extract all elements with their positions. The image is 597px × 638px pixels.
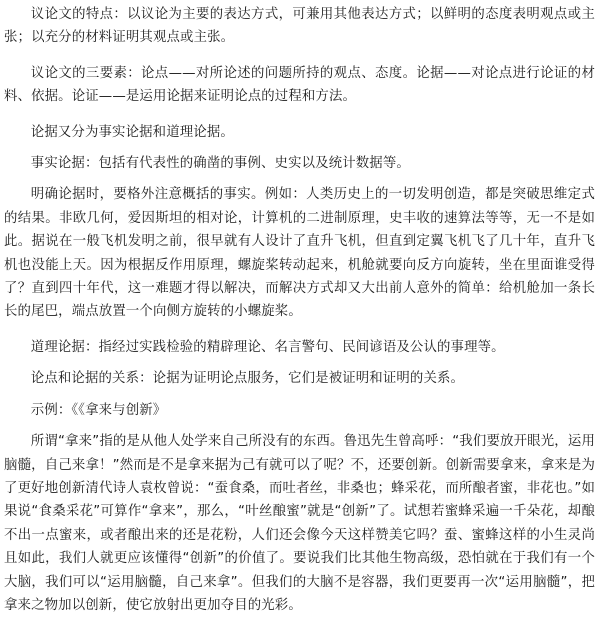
- paragraph-features: 议论文的特点：以议论为主要的表达方式，可兼用其他表达方式；以鲜明的态度表明观点或主张；以充分的材料证明其观点或主张。: [4, 7, 595, 46]
- paragraph-reasoning-evidence: 道理论据：指经过实践检验的精辟理论、名言警句、民间谚语及公认的事理等。: [30, 339, 505, 355]
- paragraph-three-elements: 议论文的三要素：论点——对所论述的问题所持的观点、态度。论据——对论点进行论证的材料、依据。论证——是运用论据来证明论点的过程和方法。: [4, 65, 595, 105]
- paragraph-example-inventions: 明确论据时，要格外注意概括的事实。例如：人类历史上的一切发明创造，都是突破思维定式的结果。非欧几何，爱因斯坦的相对论，计算机的二进制原理，史丰收的速算法等等，无一不是如此。据说在一般飞机发明之前，很早就有人设计了直升飞机，但直到定翼飞机飞了几十年，直升飞机也没能上天。因为根据反作用原理，螺旋桨转动起来，机舱就要向反方向旋转，坐在里面谁受得了？直到四十年代，这一难题才得以解决，而解决方式却又大出前人意外的简单：给机舱加一条长长的尾巴，端点放置一个向侧方旋转的小螺旋桨。: [4, 187, 595, 320]
- paragraph-example-title: 示例：《《拿来与创新》: [30, 402, 167, 418]
- paragraph-relationship: 论点和论据的关系：论据为证明论点服务，它们是被证明和证明的关系。: [30, 371, 465, 387]
- paragraph-factual-evidence: 事实论据：包括有代表性的确凿的事例、史实以及统计数据等。: [30, 156, 410, 172]
- paragraph-evidence-types: 论据又分为事实论据和道理论据。: [30, 124, 234, 140]
- paragraph-essay-body: 所谓“拿来”指的是从他人处学来自己所没有的东西。鲁迅先生曾高呼：“我们要放开眼光，运用脑髓，自己来拿！”然而是不是拿来据为己有就可以了呢？不，还要创新。创新需要拿来，拿来是为了更好地创新清代诗人袁枚曾说：“蚕食桑，而吐者丝，非桑也；蜂采花，而所酿者蜜，非花也。”如果说“食桑采花”可算作“拿来”，那么，“叶丝酿蜜”就是“创新”了。试想若蜜蜂采遍一千朵花，却酿不出一点蜜来，或者酿出来的还是花粉，人们还会像今天这样赞美它吗？蚕、蜜蜂这样的小生灵尚且如此，我们人就更应该懂得“创新”的价值了。要说我们比其他生物高级，恐怕就在于我们有一个大脑，我们可以“运用脑髓，自己来拿”。但我们的大脑不是容器，我们更要再一次“运用脑髓”，把拿来之物加以创新，使它放射出更加夺目的光彩。: [4, 434, 595, 613]
